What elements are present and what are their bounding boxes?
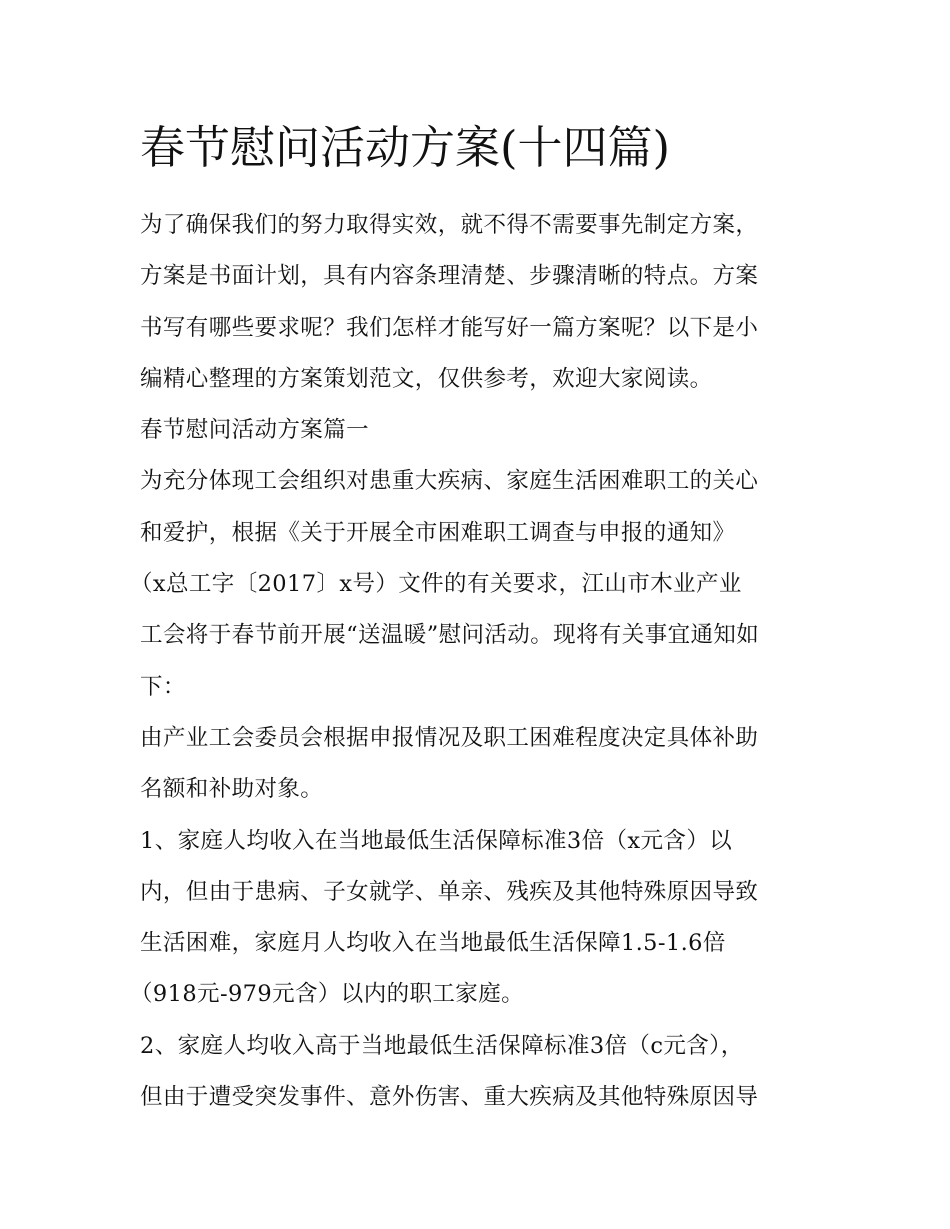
document-body [130,200,812,1123]
text-line: （x总工字〔2017〕x号）文件的有关要求，江山市木业产业 [130,571,742,598]
text-line: 名额和补助对象。 [140,776,324,803]
section-heading: 春节慰问活动方案篇一 [140,417,370,444]
text-line: 生活困难，家庭月人均收入在当地最低生活保障1.5-1.6倍 [140,930,726,957]
document-title: 春节慰问活动方案(十四篇) [140,121,671,174]
document-content [130,118,812,1123]
text-line: 为充分体现工会组织对患重大疾病、家庭生活困难职工的关心 [140,468,759,495]
text-line: 下： [140,673,186,700]
list-item-2: 2、家庭人均收入高于当地最低生活保障标准3倍（c元含）， [140,1032,744,1059]
text-line: 和爱护，根据《关于开展全市困难职工调查与申报的通知》 [140,519,736,546]
text-line: （918元-979元含）以内的职工家庭。 [130,981,524,1008]
text-line: 书写有哪些要求呢？我们怎样才能写好一篇方案呢？以下是小 [140,314,759,341]
text-line: 方案是书面计划，具有内容条理清楚、步骤清晰的特点。方案 [140,263,759,290]
list-item-1: 1、家庭人均收入在当地最低生活保障标准3倍（x元含）以 [140,827,733,854]
text-line: 内，但由于患病、子女就学、单亲、残疾及其他特殊原因导致 [140,878,759,905]
text-line: 为了确保我们的努力取得实效，就不得不需要事先制定方案， [140,212,759,238]
text-line: 编精心整理的方案策划范文，仅供参考，欢迎大家阅读。 [140,365,713,392]
text-line: 由产业工会委员会根据申报情况及职工困难程度决定具体补助 [140,724,759,751]
text-line: 工会将于春节前开展“送温暖”慰问活动。现将有关事宜通知如 [140,622,760,649]
text-line: 但由于遭受突发事件、意外伤害、重大疾病及其他特殊原因导 [140,1084,759,1111]
